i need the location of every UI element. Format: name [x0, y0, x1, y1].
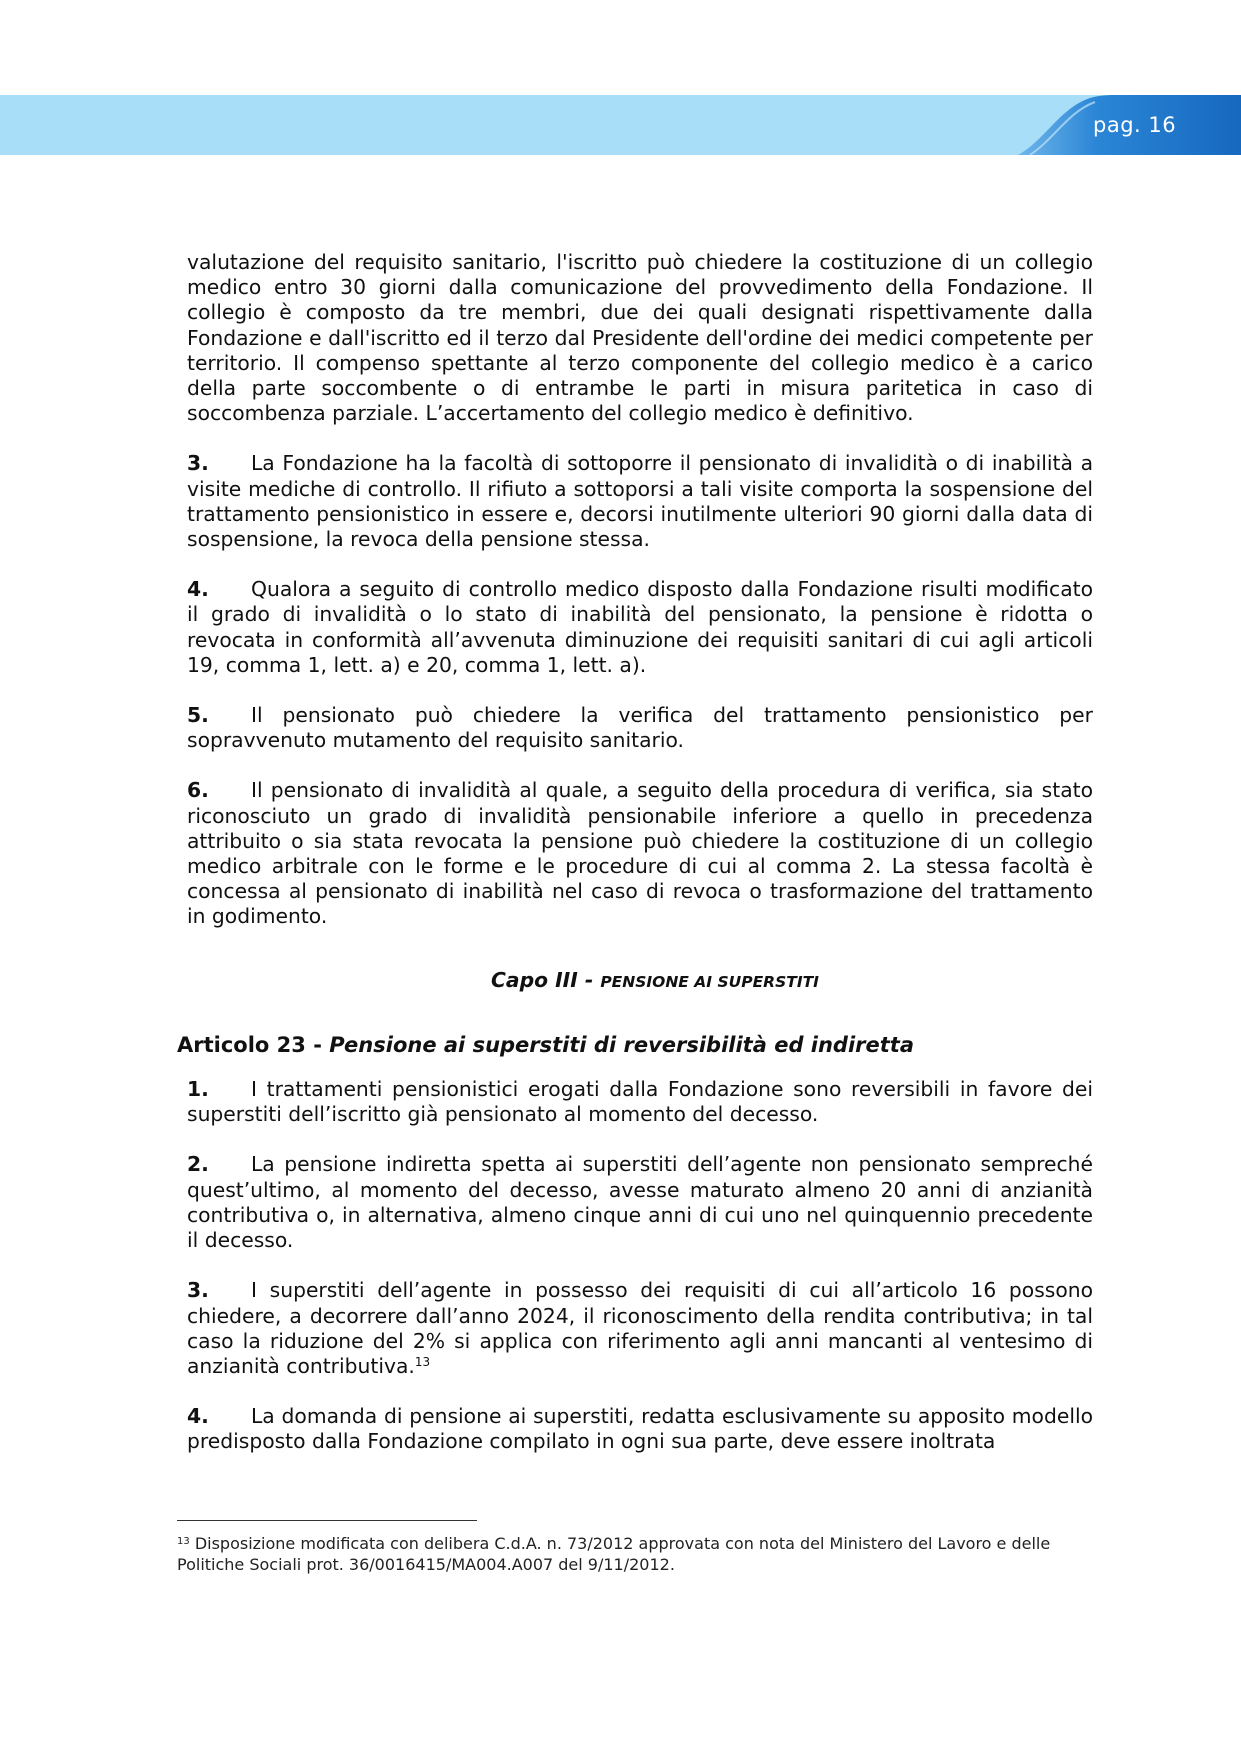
footnote-text: Disposizione modificata con delibera C.d.A. n. 73/2012 approvata con nota del Ministero del Lavoro e delle Politiche Sociali prot. 36/0016415/MA004.A007 del 9/11/2012. [177, 1534, 1051, 1574]
paragraph-text: Il pensionato può chiedere la verifica del trattamento pensionistico per sopravvenuto mutamento del requisito sanitario. [187, 703, 1093, 753]
header-page-tab [0, 0, 1241, 155]
paragraph-text: Qualora a seguito di controllo medico disposto dalla Fondazione risulti modificato il grado di invalidità o lo stato di inabilità del pensionato, la pensione è ridotta o revocata in conformità all’avvenuta diminuzione dei requisiti sanitari di cui agli articoli 19, comma 1, lett. a) e 20, comma 1, lett. a). [187, 577, 1093, 677]
art23-paragraph-4 [187, 1404, 1093, 1454]
chapter-prefix: Capo III - [491, 967, 601, 992]
article-title: Pensione ai superstiti di reversibilità ed indiretta [329, 1032, 915, 1057]
art22-paragraph-4 [187, 577, 1093, 678]
paragraph-text: La pensione indiretta spetta ai superstiti dell’agente non pensionato sempreché quest’ultimo, al momento del decesso, avesse maturato almeno 20 anni di anzianità contributiva o, in alternativa, almeno cinque anni di cui uno nel quinquennio precedente il decesso. [187, 1152, 1093, 1253]
paragraph-text: I superstiti dell’agente in possesso dei requisiti di cui all’articolo 16 possono chiedere, a decorrere dall’anno 2024, il riconoscimento della rendita contributiva; in tal caso la riduzione del 2% si applica con riferimento agli anni mancanti al ventesimo di anzianità contributiva. [187, 1278, 1093, 1378]
art22-paragraph-3 [187, 451, 1093, 552]
footnote-marker: 13 [177, 1536, 190, 1547]
paragraph-number: 3. [187, 451, 209, 476]
paragraph-text: La Fondazione ha la facoltà di sottoporre il pensionato di invalidità o di inabilità a visite mediche di controllo. Il rifiuto a sottoporsi a tali visite comporta la sospensione del trattamento pensionistico in essere e, decorsi inutilmente ulteriori 90 giorni dalla data di sospensione, la revoca della pensione stessa. [187, 451, 1093, 552]
footnote-separator [177, 1520, 477, 1521]
page-number: pag. 16 [1093, 113, 1177, 137]
paragraph-number: 6. [187, 778, 209, 803]
art22-paragraph-6 [187, 778, 1093, 929]
paragraph-number: 4. [187, 577, 209, 602]
paragraph-number: 4. [187, 1404, 209, 1429]
paragraph-number: 1. [187, 1077, 209, 1102]
article-heading [177, 1033, 1093, 1058]
chapter-heading [217, 968, 1093, 995]
paragraph-text: I trattamenti pensionistici erogati dalla Fondazione sono reversibili in favore dei superstiti dell’iscritto già pensionato al momento del decesso. [187, 1077, 1093, 1127]
art22-paragraph-5 [187, 703, 1093, 753]
paragraph-number: 5. [187, 703, 209, 728]
intro-paragraph: valutazione del requisito sanitario, l'iscritto può chiedere la costituzione di un collegio medico entro 30 giorni dalla comunicazione del provvedimento della Fondazione. Il collegio è composto da tre membri, due dei quali designati rispettivamente dalla Fondazione e dall'iscritto ed il terzo dal Presidente dell'ordine dei medici competente per territorio. Il compenso spettante al terzo componente del collegio medico è a carico della parte soccombente o di entrambe le parti in misura paritetica in caso di soccombenza parziale. L’accertamento del collegio medico è definitivo. [187, 250, 1093, 426]
paragraph-number: 3. [187, 1278, 209, 1303]
paragraph-number: 2. [187, 1152, 209, 1177]
art23-paragraph-3 [187, 1278, 1093, 1379]
article-prefix: Articolo 23 - [177, 1032, 330, 1057]
paragraph-text: La domanda di pensione ai superstiti, redatta esclusivamente su apposito modello predisposto dalla Fondazione compilato in ogni sua parte, deve essere inoltrata [187, 1404, 1093, 1454]
footnote [177, 1533, 1092, 1575]
chapter-title: PENSIONE AI SUPERSTITI [600, 972, 819, 991]
footnote-reference: 13 [414, 1354, 431, 1369]
art23-paragraph-1 [187, 1077, 1093, 1127]
paragraph-text: Il pensionato di invalidità al quale, a seguito della procedura di verifica, sia stato riconosciuto un grado di invalidità pensionabile inferiore a quello in precedenza attribuito o sia stata revocata la pensione può chiedere la costituzione di un collegio medico arbitrale con le forme e le procedure di cui al comma 2. La stessa facoltà è concessa al pensionato di inabilità nel caso di revoca o trasformazione del trattamento in godimento. [187, 778, 1093, 929]
document-body [177, 250, 1093, 1455]
art23-paragraph-2 [187, 1152, 1093, 1253]
